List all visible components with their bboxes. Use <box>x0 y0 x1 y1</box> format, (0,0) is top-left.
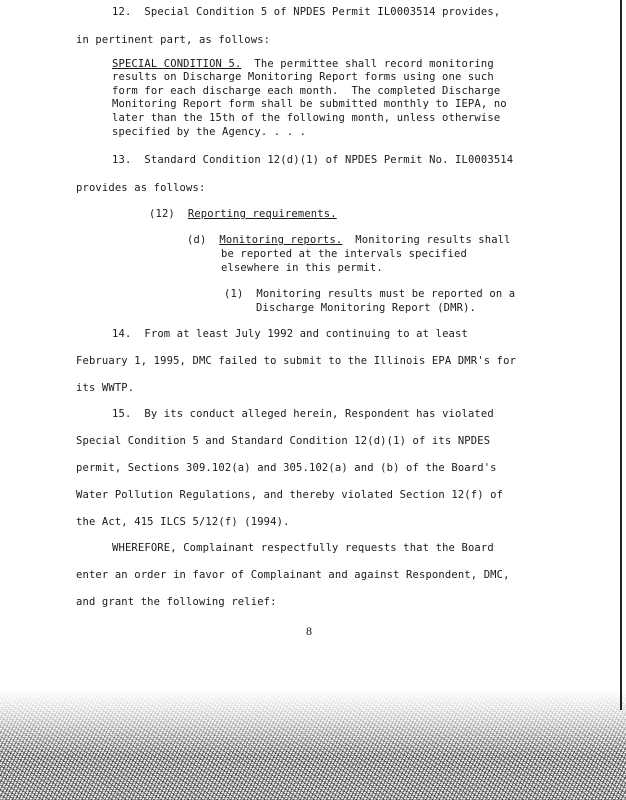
special-condition-line-3: form for each discharge each month. The completed Discharge <box>112 85 501 97</box>
subsection-number: (d) <box>187 234 207 246</box>
item-number: (1) <box>224 288 244 300</box>
wherefore-line-3: and grant the following relief: <box>76 596 277 608</box>
paragraph-14-line-3: its WWTP. <box>76 382 135 394</box>
paragraph-number: 13. <box>112 154 132 166</box>
special-condition-line-6: specified by the Agency. . . . <box>112 126 307 138</box>
paragraph-text: From at least July 1992 and continuing to at least <box>144 328 468 340</box>
paragraph-number: 14. <box>112 328 132 340</box>
subsection-text: Monitoring results shall <box>355 234 511 246</box>
paragraph-15-line-4: Water Pollution Regulations, and thereby violated Section 12(f) of <box>76 489 504 501</box>
paragraph-12-line-1 <box>112 6 500 18</box>
wherefore-text: Complainant respectfully requests that the Board <box>183 542 494 554</box>
paragraph-text: By its conduct alleged herein, Respondent has violated <box>144 408 494 420</box>
wherefore-label: WHEREFORE, <box>112 542 177 554</box>
paragraph-14-line-2: February 1, 1995, DMC failed to submit to the Illinois EPA DMR's for <box>76 355 517 367</box>
wherefore-line-2: enter an order in favor of Complainant and against Respondent, DMC, <box>76 569 510 581</box>
paragraph-text: Special Condition 5 of NPDES Permit IL0003514 provides, <box>144 6 501 18</box>
paragraph-text: Standard Condition 12(d)(1) of NPDES Permit No. IL0003514 <box>144 154 514 166</box>
special-condition-line-4: Monitoring Report form shall be submitted monthly to IEPA, no <box>112 98 507 110</box>
subsection-heading: Monitoring reports. <box>219 234 343 246</box>
monitoring-reports-line-3: elsewhere in this permit. <box>221 262 383 274</box>
special-condition-line-2: results on Discharge Monitoring Report forms using one such <box>112 71 494 83</box>
reporting-requirements-line <box>149 208 337 220</box>
monitoring-item-1-line-1 <box>224 288 515 300</box>
subsection-number: (12) <box>149 208 175 220</box>
wherefore-line-1 <box>112 542 494 554</box>
monitoring-reports-line-1 <box>187 234 511 246</box>
page-edge <box>620 0 622 710</box>
subsection-heading: Reporting requirements. <box>187 208 337 220</box>
paragraph-13-line-2: provides as follows: <box>76 182 206 194</box>
special-condition-line-5: later than the 15th of the following month, unless otherwise <box>112 112 501 124</box>
paragraph-number: 12. <box>112 6 132 18</box>
special-condition-line-1 <box>112 58 494 70</box>
page-number: 8 <box>306 624 312 638</box>
scan-noise <box>0 690 626 800</box>
paragraph-15-line-2: Special Condition 5 and Standard Condition 12(d)(1) of its NPDES <box>76 435 491 447</box>
special-condition-label: SPECIAL CONDITION 5. <box>112 58 242 70</box>
special-condition-text: The permittee shall record monitoring <box>254 58 494 70</box>
paragraph-14-line-1 <box>112 328 468 340</box>
monitoring-reports-line-2: be reported at the intervals specified <box>221 248 467 260</box>
item-text: Monitoring results must be reported on a <box>256 288 516 300</box>
paragraph-number: 15. <box>112 408 132 420</box>
monitoring-item-1-line-2: Discharge Monitoring Report (DMR). <box>256 302 477 314</box>
paragraph-13-line-1 <box>112 154 513 166</box>
paragraph-15-line-3: permit, Sections 309.102(a) and 305.102(a) and (b) of the Board's <box>76 462 497 474</box>
paragraph-15-line-5: the Act, 415 ILCS 5/12(f) (1994). <box>76 516 290 528</box>
paragraph-12-line-2: in pertinent part, as follows: <box>76 34 271 46</box>
paragraph-15-line-1 <box>112 408 494 420</box>
